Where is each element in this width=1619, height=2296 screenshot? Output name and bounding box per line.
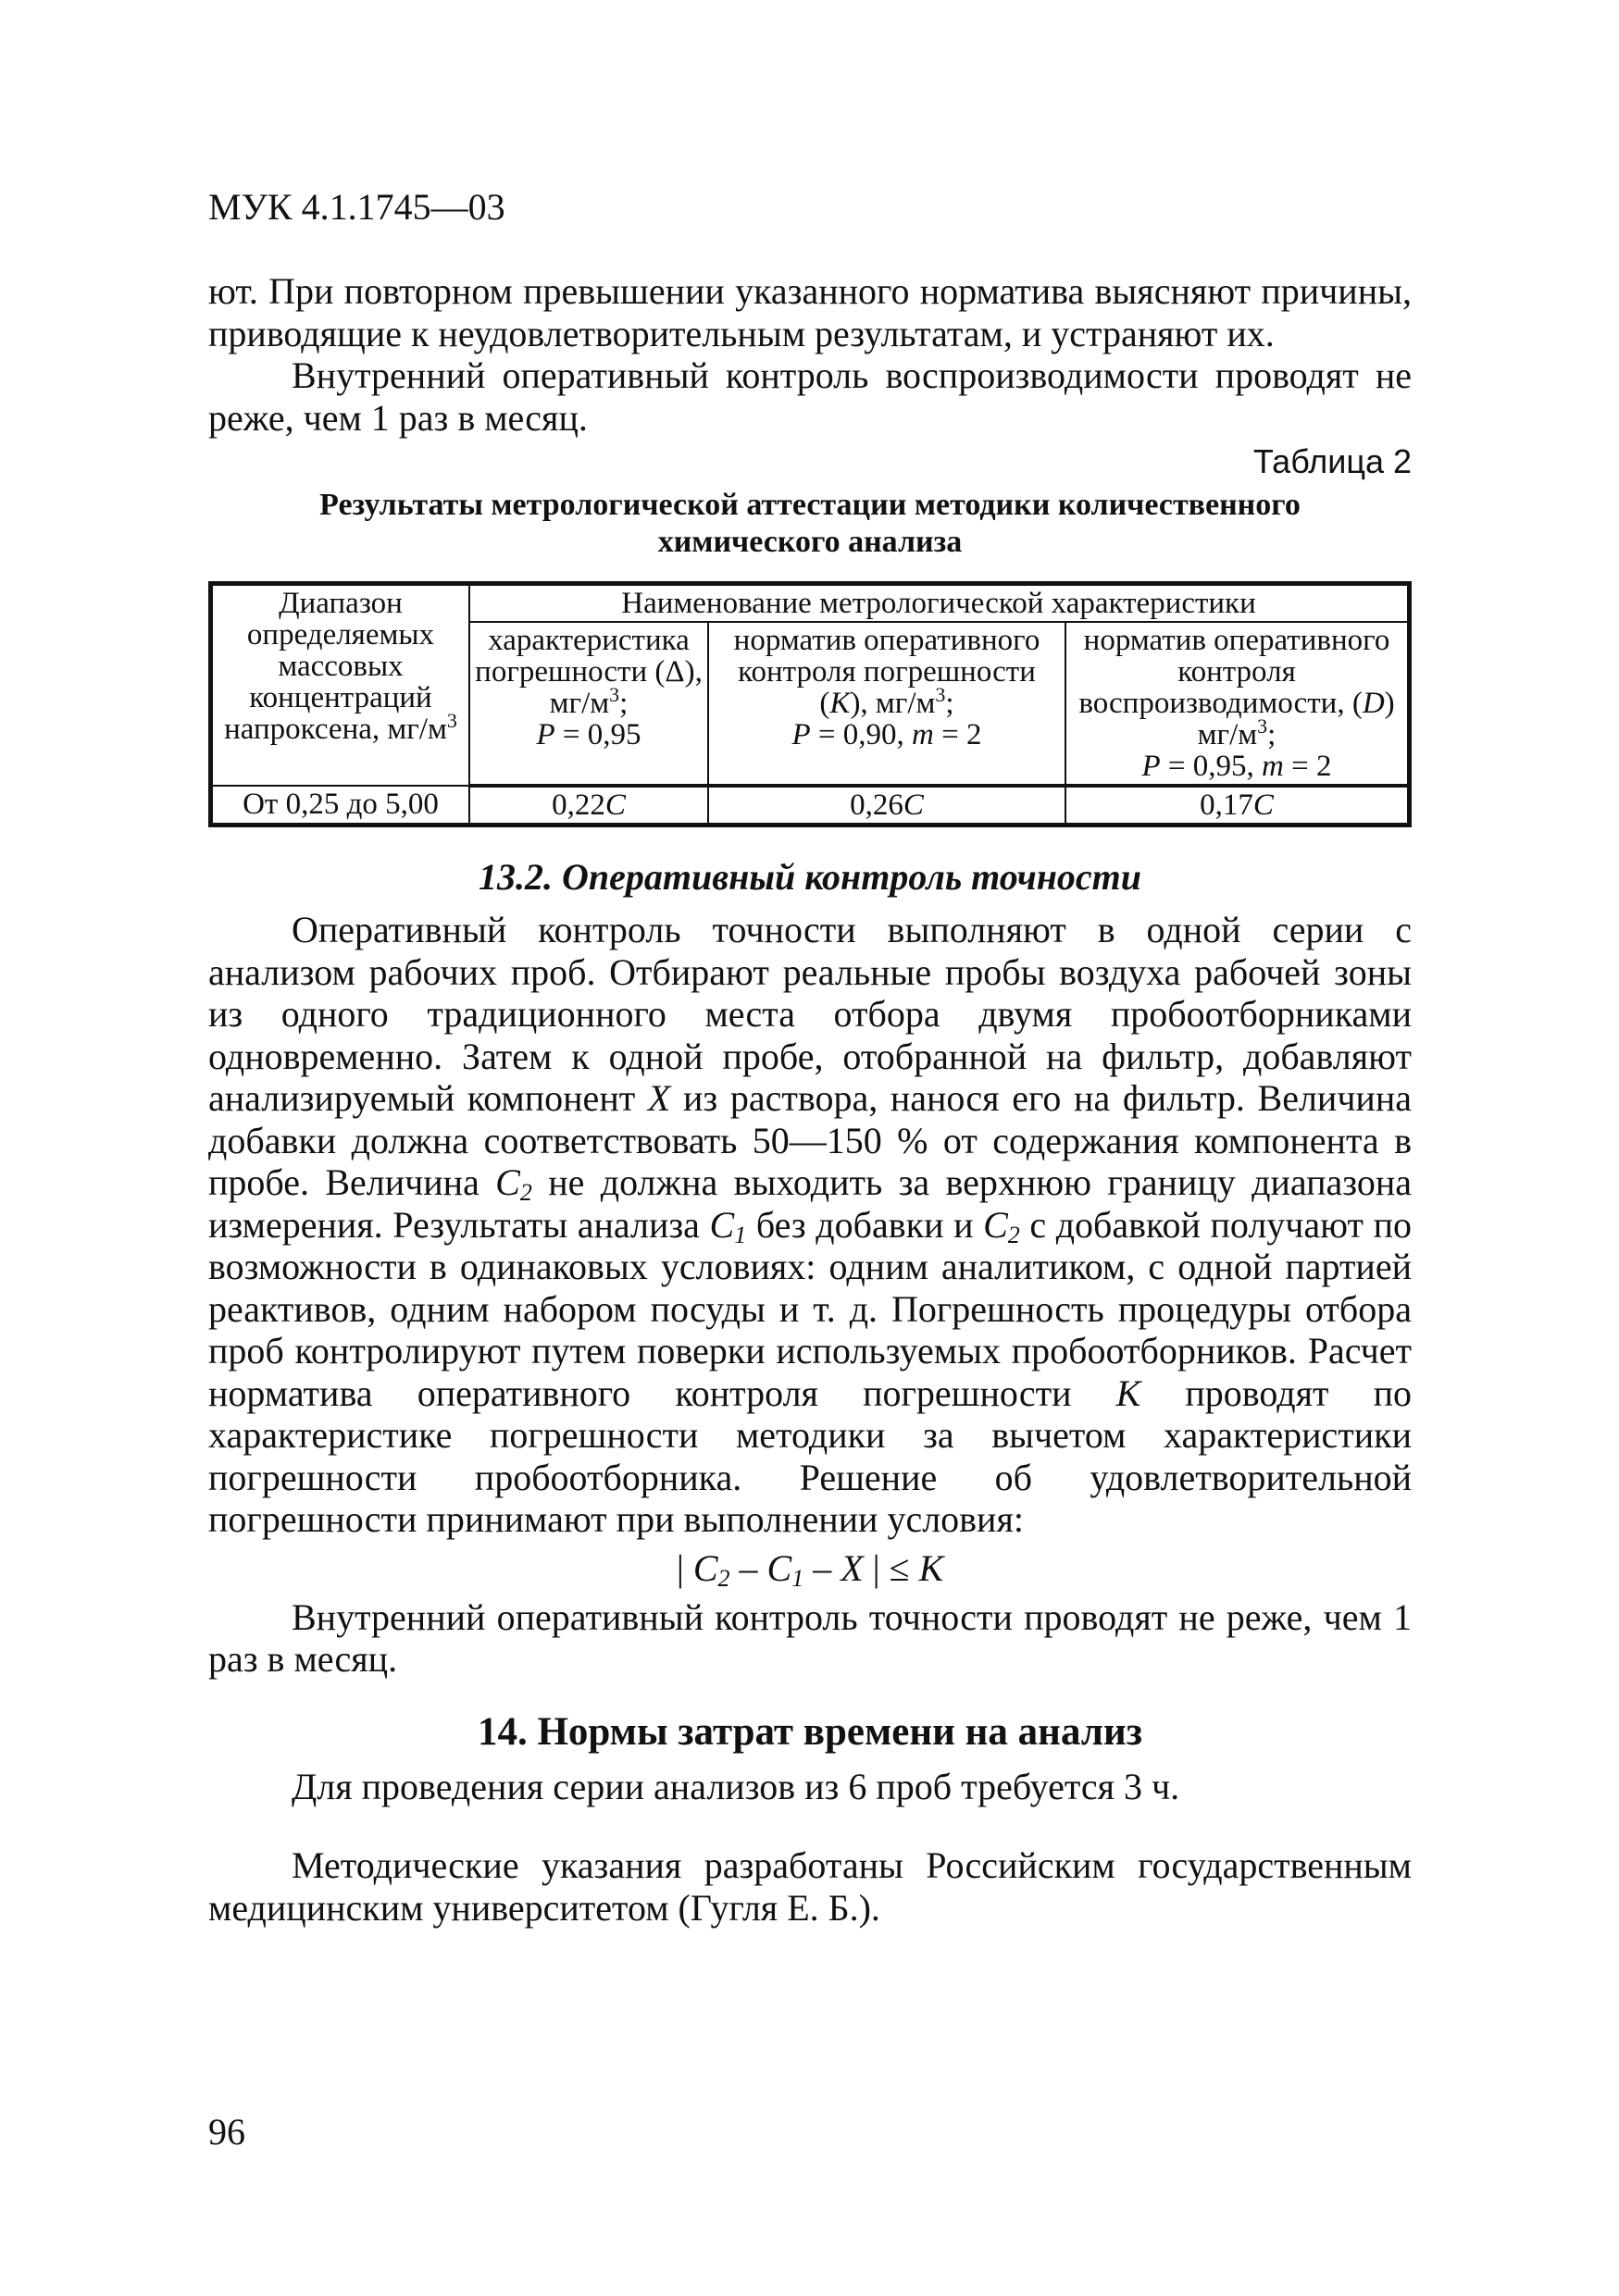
subsection-title: 13.2. Оперативный контроль точности: [478, 856, 1142, 898]
table-row: [211, 786, 1410, 825]
cell-d-c: C: [1252, 788, 1274, 822]
table-title-line2: химического анализа: [657, 525, 963, 559]
page-content: [208, 270, 1412, 1929]
header-delta-p-value: = 0,95: [554, 718, 641, 751]
header-k-p-value: = 0,90,: [810, 718, 913, 751]
var-c2: C: [495, 1161, 520, 1203]
var-c2-b: C: [983, 1203, 1008, 1246]
text-part5: с добавкой получают по возможности в одинаковых условиях: одним аналитиком, с одной партией реактивов, одним набором посуды и т. д. Погрешность процедуры отбора проб контролируют путем поверки используемых пробоотборников. Расчет норматива оперативного контроля погрешности: [208, 1203, 1413, 1414]
header-range-text: Диапазон определяемых массовых концентраций напроксена, мг/м: [224, 587, 447, 746]
formula-bar-open: |: [676, 1546, 693, 1589]
cell-range: От 0,25 до 5,00: [211, 786, 470, 825]
header-k-sup: 3: [935, 683, 946, 706]
header-k-semicolon: ;: [945, 687, 954, 720]
cell-k: [708, 786, 1065, 825]
header-k-m-value: = 2: [933, 718, 982, 751]
header-k-letter: K: [829, 687, 851, 720]
header-k-p-letter: P: [791, 718, 811, 751]
paragraph-accuracy-control: [208, 909, 1412, 1541]
header-delta-semicolon: ;: [619, 687, 629, 720]
header-delta-p-letter: P: [536, 718, 555, 751]
header-k-m-letter: m: [912, 718, 934, 751]
table-label: Таблица 2: [1252, 442, 1412, 480]
header-d-cell: [1065, 622, 1410, 786]
formula-k: К: [918, 1546, 944, 1589]
header-d-letter: D: [1362, 687, 1385, 720]
header-d-text: норматив оперативного контроля воспроизводимости, (: [1078, 624, 1390, 720]
cell-delta-num: 0,22: [552, 788, 605, 822]
formula-sub-2: 2: [717, 1564, 730, 1592]
text-part6: проводят по характеристике погрешности методики за вычетом характеристики погрешности пробоотборника. Решение об удовлетворительной погрешности принимают при выполнении условия:: [208, 1371, 1412, 1540]
header-range-cell: [211, 584, 470, 787]
condition-formula: [208, 1546, 1412, 1591]
header-d-m-value: = 2: [1283, 750, 1332, 783]
formula-sub-1: 1: [791, 1564, 804, 1592]
formula-minus-1: –: [729, 1546, 767, 1589]
header-d-sup: 3: [1257, 714, 1268, 738]
formula-c2: C: [692, 1546, 718, 1589]
header-k-text-after: ), мг/м: [850, 687, 936, 720]
formula-c1: C: [766, 1546, 792, 1589]
header-d-p-letter: P: [1141, 750, 1161, 783]
sub-2-a: 2: [519, 1179, 532, 1206]
header-delta-cell: [469, 622, 708, 786]
cell-k-c: C: [903, 788, 924, 822]
header-range-sup: 3: [446, 709, 457, 732]
header-d-m-letter: m: [1262, 750, 1284, 783]
paragraph-authors: Методические указания разработаны Российским государственным медицинским университетом (Гугля Е. Б.).: [208, 1844, 1412, 1929]
formula-x: X: [841, 1546, 864, 1589]
section-title: 14. Нормы затрат времени на анализ: [477, 1709, 1143, 1754]
text-part2: из раствора, нанося его на фильтр. Величина добавки должна соответствовать 50—150 % от содержания компонента в пробе. Величина: [208, 1077, 1413, 1203]
text-part4: без добавки и: [746, 1203, 984, 1246]
page-number: 96: [208, 2111, 245, 2153]
paragraph-accuracy-frequency: Внутренний оперативный контроль точности проводят не реже, чем 1 раз в месяц.: [208, 1595, 1412, 1680]
sub-2-b: 2: [1007, 1221, 1020, 1248]
paragraph-time-norms: Для проведения серии анализов из 6 проб требуется 3 ч.: [292, 1765, 1180, 1807]
cell-d: [1065, 786, 1410, 825]
header-k-cell: [708, 622, 1065, 786]
header-delta-text: характеристика погрешности (Δ), мг/м: [475, 624, 703, 720]
metrology-table: [208, 581, 1412, 827]
text-part3: не должна выходить за верхнюю границу диапазона измерения. Результаты анализа: [208, 1161, 1412, 1246]
header-d-p-value: = 0,95,: [1160, 750, 1263, 783]
text-part1: Оперативный контроль точности выполняют в одной серии с анализом рабочих проб. Отбирают реальные пробы воздуха рабочей зоны из одного традиционного места отбора двумя пробоотборниками одновременно. Затем к одной пробе, отобранной на фильтр, добавляют анализируемый компонент: [208, 909, 1412, 1119]
header-delta-sup: 3: [609, 683, 620, 706]
cell-delta: [469, 786, 708, 825]
formula-bar-close: | ≤: [863, 1546, 919, 1589]
formula-minus-2: –: [803, 1546, 841, 1589]
header-group-cell: Наименование метрологической характеристики: [469, 584, 1410, 623]
var-k: К: [1115, 1371, 1141, 1414]
cell-delta-c: C: [604, 788, 626, 822]
table-group-header-row: [211, 584, 1410, 623]
var-c1: C: [709, 1203, 735, 1246]
cell-d-num: 0,17: [1200, 788, 1253, 822]
document-code-header: МУК 4.1.1745—03: [208, 186, 505, 228]
cell-k-num: 0,26: [850, 788, 903, 822]
header-d-semicolon: ;: [1267, 718, 1277, 751]
table-title-line1: Результаты метрологической аттестации методики количественного: [319, 488, 1301, 522]
header-d-text-after: ) мг/м: [1197, 687, 1395, 751]
paragraph-continuation: ют. При повторном превышении указанного норматива выясняют причины, приводящие к неудовлетворительным результатам, и устраняют их.: [208, 270, 1412, 354]
header-k-text: норматив оперативного контроля погрешности (: [733, 624, 1040, 720]
table-title: [208, 487, 1412, 561]
paragraph-reproducibility: Внутренний оперативный контроль воспроизводимости проводят не реже, чем 1 раз в месяц.: [208, 354, 1412, 439]
sub-1-a: 1: [734, 1221, 747, 1248]
var-x: X: [647, 1077, 671, 1119]
